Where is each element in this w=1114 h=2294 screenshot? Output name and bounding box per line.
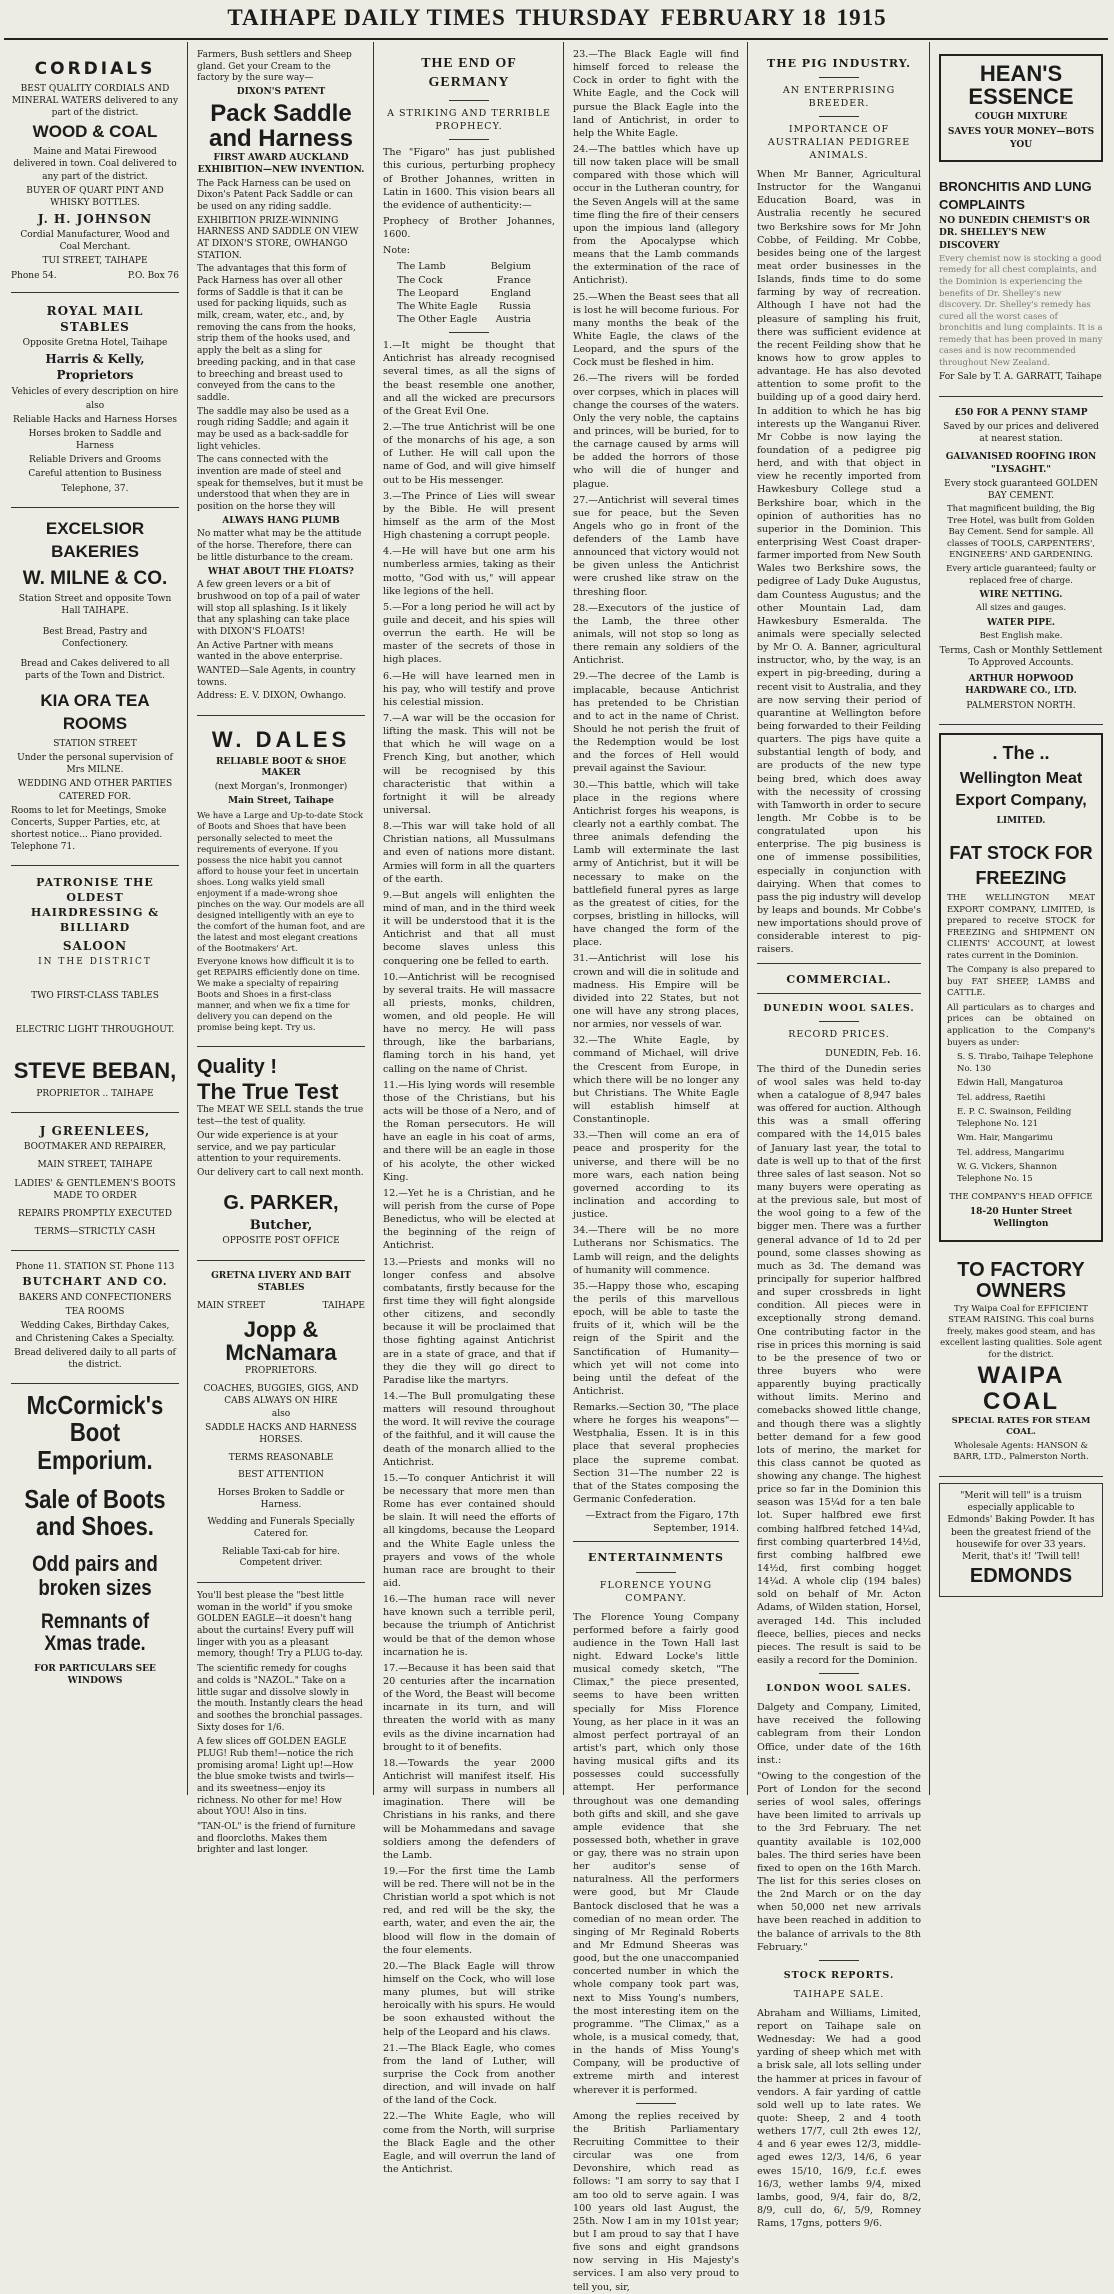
buyer-item: Tel. address, Mangarimu <box>957 1147 1065 1158</box>
greenlees-ad <box>11 1113 179 1251</box>
dixon-paragraph: The advantages that this form of Pack Harness has over all other forms of Saddle is that it can be used for packing liquids, such as milk, cream, water, etc., and, by removing the cans from the hooks, strip them of the hooks used, and apply the belt as a sling for breeding packing, and in that case to breeching and breast used to conveyed from the cans to the saddle. <box>197 264 356 403</box>
jopp-hacks: SADDLE HACKS AND HARNESS HORSES. <box>205 1423 357 1445</box>
buyer-item: E. P. C. Swainson, Feilding Telephone No. 121 <box>957 1107 1072 1129</box>
hair-title: PATRONISE THE OLDEST HAIRDRESSING & BILLIARD <box>30 876 160 934</box>
nazol-ad: The scientific remedy for coughs and colds is "NAZOL." Take on a little sugar and dissolve slowly in the mouth. Instantly clears the head and soothes the bronchial passages. Sixty doses for 1/6. <box>197 1664 363 1733</box>
prophecy-paragraph: 21.—The Black Eagle, who comes from the land of Luther, will surprise the Cock from another direction, and will invade on half of the land of the Cock. <box>383 2042 555 2107</box>
entertainments-subtitle: FLORENCE YOUNG COMPANY. <box>599 1579 713 1604</box>
prophecy-paragraph: 29.—The decree of the Lamb is implacable, because Antichrist has pretended to be Christian and to act in the name of Christ. Should he not perish the fruit of the Redemption would be lost and the forces of Hell would prevail against the Saviour. <box>573 671 739 775</box>
prophecy-paragraph: 22.—The White Eagle, who will come from the North, will surprise the Black Eagle and the other Eagle, and will overrun the land of the Antichrist. <box>383 2111 555 2176</box>
masthead <box>0 0 1114 36</box>
johnson-phone: Phone 54. <box>11 270 57 281</box>
kiaora-street: STATION STREET <box>53 739 137 749</box>
parker-paragraph: Our delivery cart to call next month. <box>197 1167 364 1178</box>
milne-address: Station Street and opposite Town Hall TAIHAPE. <box>18 594 172 617</box>
london-paragraph: "Owing to the congestion of the Port of London for the second series of wool sales, offerings have been limited to arrivals up to the 3rd February. The net quantity available is 102,000 bales. The third series have been fixed to open on the 16th March. The list for this series closes on the 2nd March or on the day when 50,000 net new arrivals have been reached in addition to the balance of arrivals to the 8th February." <box>757 1770 921 1953</box>
jopp-terms: TERMS REASONABLE <box>228 1452 334 1463</box>
water-english: Best English make. <box>979 631 1063 642</box>
stables-line: Vehicles of every description on hire <box>11 386 179 397</box>
bronchitis-text: Every chemist now is stocking a good remedy for all chest complaints, and the Dominion is experiencing the benefits of Dr. Shelley's new discovery. Dr. Shelley's remedy has cured all the worst cases of bronchitis and lung complaints. It is a remedy that has been proved in many cases and is now recommended throughout New Zealand. <box>939 253 1103 368</box>
dales-street: Main Street, Taihape <box>228 795 334 806</box>
parker-trade: Butcher, <box>249 1217 313 1233</box>
hair-light: ELECTRIC LIGHT THROUGHOUT. <box>15 1025 175 1036</box>
golden-eagle-ad: You'll best please the "best little woman in the world" if you smoke GOLDEN EAGLE—it doesn't hang about the curtains! Every puff will linger with you as a pleasant memory, though! Try a PLUG to-day. <box>197 1591 363 1660</box>
smallads <box>197 1583 365 1857</box>
waipa-subtitle: SPECIAL RATES FOR STEAM COAL. <box>951 1415 1091 1438</box>
stables-line: Horses broken to Saddle and Harness <box>28 429 162 452</box>
london-title: LONDON WOOL SALES. <box>766 1683 912 1695</box>
mccormick-ad <box>11 1384 179 1687</box>
prophecy-paragraph: 19.—For the first time the Lamb will be red. There will not be in the Christian world a spot which is not red, and red will be the sky, the earth, water, and even the air, the blood will flow in the domain of the four elements. <box>383 1865 555 1956</box>
column-divider <box>563 42 564 1795</box>
jopp-best: BEST ATTENTION <box>238 1470 324 1481</box>
prophecy-paragraph: 18.—Towards the year 2000 Antichrist will manifest itself. His army will surpass in numbers all imagination. There will be Christians in his ranks, and there will be Mohammedans and savage soldiers among the defenders of the Lamb. <box>383 1757 555 1861</box>
prophecy-paragraph: 20.—The Black Eagle will throw himself on the Cock, who will lose many plumes, but will strike heroically with his spurs. He would be soon exhausted without the help of the Leopard and his claws. <box>383 1960 555 2038</box>
prophecy-paragraph: 34.—There will be no more Lutherans nor Schismatics. The Lamb will reign, and the delights of humanity will commence. <box>573 1225 739 1276</box>
column-1 <box>4 44 186 1792</box>
column-5 <box>750 44 928 2230</box>
nation-key: The Lamb <box>397 261 446 273</box>
nation-value: England <box>490 287 531 299</box>
nation-value: Austria <box>495 314 531 326</box>
column-3 <box>376 44 562 2176</box>
buyer-item: Tel. address, Raetihi <box>957 1092 1046 1103</box>
nation-key: The Other Eagle <box>397 314 478 326</box>
prophecy-paragraph: 27.—Antichrist will several times sue for peace, but the Seven Angels who go in front of the defenders of the Lamb have announced that victory would not be given unless the Antichrist were crushed like straw on the threshing floor. <box>573 494 739 598</box>
bronchitis-subtitle: NO DUNEDIN CHEMIST'S OR DR. SHELLEY'S NEW DISCOVERY <box>939 216 1090 251</box>
milne-name: W. MILNE & CO. <box>22 567 168 589</box>
galvanised-text: Every stock guaranteed GOLDEN BAY CEMENT. <box>944 478 1098 502</box>
column-2 <box>190 44 372 1856</box>
jopp-taxi: Reliable Taxi-cab for hire. Competent driver. <box>222 1546 340 1569</box>
stables-line: Reliable Hacks and Harness Horses <box>13 414 177 425</box>
butchart-cakes: Wedding Cakes, Birthday Cakes, and Christening Cakes a Specialty. <box>15 1321 175 1344</box>
galvanised-title: GALVANISED ROOFING IRON "LYSAGHT." <box>945 452 1097 475</box>
dunedin-title: DUNEDIN WOOL SALES. <box>763 1002 915 1014</box>
dales-paragraph: Everyone knows how difficult it is to get REPAIRS efficiently done on time. We make a specialty of repairing Boots and Shoes in a first-class manner, and when we fix a time for delivery you can depend on the promise being kept. Try us. <box>197 957 360 1034</box>
bronchitis-title: BRONCHITIS AND LUNG COMPLAINTS <box>939 178 1092 212</box>
prophecy-paragraph: 8.—This war will take hold of all Christian nations, all Mussulmans and even of nations more distant. Armies will form in all the quarters of the earth. <box>383 821 555 885</box>
pig-subtitle: AN ENTERPRISING BREEDER. <box>782 85 896 110</box>
prophecy-paragraph: 5.—For a long period he will act by guile and deceit, and his spies will overrun the earth. He will be master of the secrets of those in high places. <box>383 601 555 666</box>
wellington-meat-ad <box>939 733 1103 1242</box>
prophecy-paragraph: 4.—He will have but one arm his numberless armies, taking as their motto, "God with us," will appear like legions of the hell. <box>383 546 555 597</box>
nation-key: The Leopard <box>397 287 459 299</box>
stables-line: also <box>85 400 105 411</box>
prophecy-paragraph: 2.—The true Antichrist will be one of the monarchs of his age, a son of Luther. He will call upon the name of God, and will give himself out to be His messenger. <box>383 422 555 486</box>
johnson-ad <box>11 48 179 293</box>
butchart-name: BUTCHART AND CO. <box>22 1275 168 1289</box>
truetest-title: The True Test <box>197 1079 339 1105</box>
jopp-wedding: Wedding and Funerals Specially Catered for. <box>207 1517 355 1539</box>
fat-stock: FAT STOCK FOR FREEZING <box>949 843 1093 888</box>
prophecy-paragraph: 28.—Executors of the justice of the Lamb, the three other animals, will not stop so long as there remain any soldiers of the Antichrist. <box>573 602 739 667</box>
johnson-street: TUI STREET, TAIHAPE <box>42 256 148 267</box>
bronchitis-ad <box>939 168 1103 397</box>
wire-sizes: All sizes and gauges. <box>975 603 1067 614</box>
greenlees-repairs: REPAIRS PROMPTLY EXECUTED <box>18 1208 172 1219</box>
story-intro: The "Figaro" has just published this curious, perturbing prophecy of Brother Johannes, written in Latin in 1600. This vision bears all the evidence of authenticity:— <box>383 147 555 211</box>
butchart-trade: BAKERS AND CONFECTIONERS <box>18 1293 172 1304</box>
parker-opposite: OPPOSITE POST OFFICE <box>222 1236 340 1247</box>
greenlees-street: MAIN STREET, TAIHAPE <box>37 1160 153 1171</box>
johnson-box: P.O. Box 76 <box>127 270 179 281</box>
pig-title: THE PIG INDUSTRY. <box>767 57 911 70</box>
johnson-trade: Cordial Manufacturer, Wood and Coal Merchant. <box>20 230 170 253</box>
prophecy-remarks: Remarks.—Section 30, "The place where he forges his weapons"—Westphalia, Essen. It is in this place that several prophecies place the supreme combat. Section 31—The number 22 is that of the States composing the Germanic Confederation. <box>573 1402 739 1506</box>
hair-saloon: SALOON <box>62 938 128 953</box>
wood-title: WOOD & COAL <box>32 122 158 142</box>
water-title: WATER PIPE. <box>987 617 1055 628</box>
issue-date: FEBRUARY 18 <box>660 5 827 30</box>
milne-deliver: Bread and Cakes delivered to all parts of the Town and District. <box>20 658 170 681</box>
edmonds-ad <box>939 1483 1103 1597</box>
column-4 <box>566 44 746 2293</box>
dixon-paragraph: WANTED—Sale Agents, in country towns. <box>197 666 356 688</box>
column-divider <box>929 42 930 1795</box>
prophecy-paragraph: 16.—The human race will never have known such a terrible peril, because the triumph of Antichrist would be that of the demon whose incarnation he is. <box>383 1594 555 1658</box>
prophecy-paragraph: 9.—But angels will enlighten the mind of man, and in the third week it will be understood that it is the Antichrist and that all must become slaves unless this conquering one be felled to earth. <box>383 889 555 967</box>
story-subtitle: A STRIKING AND TERRIBLE PROPHECY. <box>387 108 551 133</box>
stamp-title: £50 FOR A PENNY STAMP <box>954 407 1088 418</box>
prophecy-source: —Extract from the Figaro, 17th September, 1914. <box>585 1510 739 1535</box>
butchart-phone: Phone 11. STATION ST. Phone 113 <box>15 1262 175 1273</box>
column-divider <box>747 42 748 1795</box>
stables-phone: Telephone, 37. <box>61 483 129 494</box>
jopp-broken: Horses Broken to Saddle or Harness. <box>217 1487 345 1510</box>
dixon-paragraph: The saddle may also be used as a rough riding Saddle; and again it may be used as a back-saddle for light vehicles. <box>197 406 350 452</box>
mccormick-title: McCormick's Boot Emporium. <box>26 1389 164 1475</box>
jopp-coaches: COACHES, BUGGIES, GIGS, AND CABS ALWAYS ON HIRE <box>203 1384 359 1406</box>
wood-text: Maine and Matai Firewood delivered in town. Coal delivered to any part of the district. <box>13 147 177 182</box>
factory-text: Try Waipa Coal for EFFICIENT STEAM RAISING. This coal burns freely, makes good steam, and has excellent lasting qualities. Sole agent for the district. <box>940 1303 1102 1360</box>
prophecy-paragraph: 31.—Antichrist will lose his crown and will die in solitude and madness. His Empire will be divided into 22 States, but not one will have any strong places, nor armies, nor vessels of war. <box>573 953 739 1031</box>
note-label: Note: <box>383 245 410 257</box>
dunedin-subtitle: RECORD PRICES. <box>788 1028 890 1040</box>
stables-line: Reliable Drivers and Grooms <box>29 455 161 466</box>
hair-district: IN THE DISTRICT <box>38 956 152 967</box>
buyer-item: S. S. Tirabo, Taihape Telephone No. 130 <box>957 1052 1094 1074</box>
pig-subtitle-2: IMPORTANCE OF AUSTRALIAN PEDIGREE ANIMALS. <box>767 124 911 162</box>
jopp-title: Jopp & McNamara <box>225 1317 337 1366</box>
paper-name: TAIHAPE DAILY TIMES <box>227 5 506 30</box>
office-address: 18-20 Hunter Street Wellington <box>969 1207 1073 1230</box>
buyer-item: Wm. Hair, Mangarimu <box>957 1133 1054 1144</box>
galvanised-paragraph: That magnificent building, the Big Tree Hotel, was built from Golden Bay Cement. Send for sample. All classes of TOOLS, CARPENTERS', ENGINEERS' AND GARDENING. <box>946 504 1096 561</box>
jopp-proprietors: PROPRIETORS. <box>244 1366 318 1377</box>
prophecy-paragraph: 17.—Because it has been said that 20 centuries after the incarnation of the Word, the Beast will become incarnate in its turn, and will threaten the world with as many evils as the divine incarnation had brought to it of benefits. <box>383 1662 555 1753</box>
stables-line: Careful attention to Business <box>28 469 162 480</box>
nation-value: Russia <box>498 300 531 312</box>
odd-title: Odd pairs and broken sizes <box>32 1551 158 1600</box>
prophecy-paragraph: 24.—The battles which have up till now taken place will be small compared with those which will occur in the Lutheran country, for the Seven Angels will at the same time fling the fire of their censers upon the impious land (allegory from the Apocalypse which means that the Lamb commands the extermination of the race of Antichrist). <box>573 143 739 287</box>
nation-value: France <box>496 274 531 286</box>
prophecy-paragraph: 23.—The Black Eagle will find himself forced to release the Cock in order to fight with the White Eagle, and the Cock will pursue the Black Eagle into the land of Antichrist, in order to help the White Eagle. <box>573 49 739 139</box>
nation-list <box>383 260 555 326</box>
dales-name: W. DALES <box>211 727 351 753</box>
greenlees-terms: TERMS—STRICTLY CASH <box>34 1226 156 1237</box>
prophecy-paragraph: 3.—The Prince of Lies will swear by the Bible. He will present himself as the arm of the Most High chastening a corrupt people. <box>383 490 555 542</box>
meat-limited: LIMITED. <box>996 815 1046 826</box>
windows-text: FOR PARTICULARS SEE WINDOWS <box>34 1663 156 1686</box>
dixon-top: Farmers, Bush settlers and Sheep gland. Get your Cream to the factory by the sure way— <box>197 50 352 84</box>
dixon-paragraph: EXHIBITION PRIZE-WINNING HARNESS AND SADDLE ON VIEW AT DIXON'S STORE, OWHANGO STATION. <box>197 215 359 261</box>
milne-best: Best Bread, Pastry and Confectionery. <box>42 626 148 649</box>
tanol-ad: "TAN-OL" is the friend of furniture and floorcloths. Makes them brighter and last longer. <box>197 1822 356 1856</box>
stock-subtitle: TAIHAPE SALE. <box>793 1988 885 2000</box>
dixon-paragraph: An Active Partner with means wanted in the above enterprise. <box>197 640 343 663</box>
dixon-title: Pack Saddle and Harness <box>208 99 354 152</box>
kiaora-rooms: Rooms to let for Meetings, Smoke Concerts, Supper Parties, etc, at shortest notice... Piano provided. Telephone 71. <box>11 805 167 853</box>
kiaora-supervision: Under the personal supervision of Mrs MILNE. <box>17 753 173 776</box>
prophecy-paragraph: 14.—The Bull promulgating these matters will resound throughout the word. It will revive the courage of the faithful, and it will cause the death of the monarch allied to the Antichrist. <box>383 1391 555 1468</box>
commercial-title: COMMERCIAL. <box>786 972 892 986</box>
dales-ad <box>197 716 365 1047</box>
golden-eagle-ad-2: A few slices off GOLDEN EAGLE PLUG! Rub them!—notice the rich promising aroma! Light up!—How the blue smoke twists and twirls—and its sweetness—enjoy its richness. No other for me! How about YOU! Also in tins. <box>197 1737 355 1818</box>
dixon-plumb: ALWAYS HANG PLUMB <box>222 515 340 526</box>
prophecy-paragraph: 6.—He will have learned men in his pay, who will testify and prove his celestial mission. <box>383 670 555 708</box>
prophecy-paragraph: 15.—To conquer Antichrist it will be necessary that more men than Rome has ever contained should be slain. It will need the efforts of all kingdoms, because the Leopard and the White Eagle unless the prayers and vows of the whole human race are brought to their aid. <box>383 1472 555 1589</box>
meat-name: Wellington Meat Export Company, <box>955 770 1087 810</box>
johnson-name: J. H. JOHNSON <box>37 212 153 226</box>
nation-key: The Cock <box>397 274 443 286</box>
dixon-patent: DIXON'S PATENT <box>236 87 326 98</box>
prophecy-paragraph: 30.—This battle, which will take place in the regions where Antichrist forges his weapons, is clearly not a earthly combat. The three animals defending the Lamb will exterminate the last army of Antichrist, but it will be necessary to make on the battlefield funeral pyres as large as the greatest of cities, for the corpses, bristling in hillocks, will have changed the form of the place. <box>573 779 739 949</box>
nation-row <box>397 274 555 287</box>
stables-title: ROYAL MAIL STABLES <box>46 303 144 334</box>
excelsior-bakeries-ad <box>11 508 179 867</box>
stables-proprietors: Harris & Kelly, Proprietors <box>45 352 145 383</box>
nation-key: The White Eagle <box>397 300 478 312</box>
parker-ad <box>197 1047 365 1261</box>
hair-tables: TWO FIRST-CLASS TABLES <box>31 990 159 1001</box>
nation-row <box>397 260 555 273</box>
gretna-town: TAIHAPE <box>322 1300 365 1311</box>
dixon-paragraph: A few green levers or a bit of brushwood on top of a pail of water will stop all splashing. Is it likely that any splashing can take place with DIXON'S FLOATS! <box>197 580 360 637</box>
galvanised-guarantee: Every article guaranteed; faulty or replaced free of charge. <box>946 564 1096 586</box>
buyer-list <box>947 1052 1095 1185</box>
heans-tagline: SAVES YOUR MONEY—BOTS YOU <box>947 127 1095 150</box>
prophecy-paragraph: 11.—His lying words will resemble those of the Christians, but his acts will be those of a Nero, and of the Roman persecutors. He will have an eagle in his coat of arms, and there will be an eagle in those of his acolyte, the other wicked King. <box>383 1079 555 1183</box>
meat-paragraph: The Company is also prepared to buy FAT SHEEP, LAMBS and CATTLE. <box>947 965 1095 999</box>
meat-paragraph: THE WELLINGTON MEAT EXPORT COMPANY, LIMITED, is prepared to receive STOCK for FREEZING and SHIPMENT ON CLIENTS' ACCOUNT, at lowest rates current in the Dominion. <box>947 892 1095 961</box>
recruiting-paragraph: Among the replies received by the British Parliamentary Recruiting Committee to their circular was one from Devonshire, which read as follows: "I am sorry to say that I am too old to serve again. I was 100 years old last August, the 25th. Now I am in my 101st year; but I am proud to say that I have five sons and eight grandsons now serving in His Majesty's services. I am also very proud to tell you, sir, <box>573 2110 739 2293</box>
column-divider <box>187 42 188 1795</box>
gretna-stables-ad <box>197 1261 365 1583</box>
gretna-title: GRETNA LIVERY AND BAIT STABLES <box>211 1271 351 1293</box>
dixon-paragraph: The Pack Harness can be used on Dixon's Patent Pack Saddle or can be used on any riding saddle. <box>197 178 353 212</box>
entertainments-paragraph: The Florence Young Company performed before a fairly good audience in the Town Hall last night. Edward Locke's little musical comedy sketch, "The Climax," the piece presented, seems to have been written specially for Miss Florence Young, as her place in it was an almost perfect portrayal of an artist's part, which only those having musical gifts and its possesses could successfully attempt. Her performance throughout was one demanding both gifts and skill, and she gave ample evidence that she possessed both, whether in grave or gay, there was no strain upon her auditor's sense of naturalness. All the performers were good, but Mr Claude Bantock disclosed that he was a comedian of no mean order. The singing of Mr Reginald Roberts and Mr Edmund Sheeras was good, but the one unaccompanied concerted number in which the whole company took part was, next to Miss Young's numbers, the most interesting item on the programme. "The Climax," as a whole, is a musical comedy, that, in the hands of Miss Young's Company, will be productive of extreme mirth and interest wherever it is performed. <box>573 1611 739 2096</box>
day-name: THURSDAY <box>515 5 651 30</box>
prophecy-paragraph: 35.—Happy those who, escaping the perils of this marvellous epoch, will be able to taste the fruits of it, which will be the reign of the Spirit and the Sanctification of Humanity—which yet will not come into being until the defeat of the Antichrist. <box>573 1280 739 1397</box>
dixon-address: Address: E. V. DIXON, Owhango. <box>197 691 347 702</box>
factory-title: TO FACTORY OWNERS <box>957 1258 1085 1302</box>
dixon-paragraph: No matter what may be the attitude of the horse. Therefore, there can be little disturbance to the cream. <box>197 529 362 563</box>
parker-paragraph: Our wide experience is at your service, and we pay particular attention to your requirements. <box>197 1130 342 1165</box>
prophecy-paragraph: 13.—Priests and monks will no longer confess and absolve combatants, firstly because for the first time they will fight alongside other citizens, and secondly because it will be proclaimed that those fighting against Antichrist are in a state of grace, and that if they die they will go direct to Paradise like the martyrs. <box>383 1256 555 1386</box>
terms-text: Terms, Cash or Monthly Settlement To Approved Accounts. <box>939 645 1103 668</box>
bakeries-title: EXCELSIOR BAKERIES <box>45 518 145 561</box>
column-divider <box>373 42 374 1795</box>
prophecy-paragraph: 33.—Then will come an era of peace and prosperity for the universe, and there will be no more wars, each nation being governed according to its inclination and according to justice. <box>573 1130 739 1221</box>
waipa-title: WAIPA COAL <box>977 1362 1065 1415</box>
cordials-title: CORDIALS <box>34 59 156 79</box>
edmonds-brand: EDMONDS <box>969 1565 1073 1588</box>
jopp-also: also <box>271 1409 291 1420</box>
dixon-award: FIRST AWARD AUCKLAND EXHIBITION—NEW INVENTION. <box>197 153 365 175</box>
wire-title: WIRE NETTING. <box>979 590 1063 601</box>
heans-subtitle: COUGH MIXTURE <box>974 112 1068 123</box>
dixon-ad <box>197 50 365 716</box>
edmonds-quote: "Merit will tell" is a truism especially applicable to Edmonds' Baking Powder. It has been the greatest friend of the housewife for over 33 years. Merit, that's it! 'Twill tell! <box>947 1490 1095 1563</box>
meat-paragraph: All particulars as to charges and prices can be obtained on application to the Company's buyers as under: <box>947 1002 1095 1048</box>
heans-essence-ad <box>939 54 1103 162</box>
dixon-floats: WHAT ABOUT THE FLOATS? <box>208 566 354 577</box>
pig-paragraph: When Mr Banner, Agricultural Instructor for the Wanganui Education Board, was in Australia recently he secured two Berkshire sows for Mr John Cobbe, of Feilding. Mr Cobbe, besides being one of the largest meat order businesses in the Islands, finds time to do some farming by way of recreation. Although I have not had the pleasure of sampling his fruit, there was sufficient evidence at the recent Feilding show that he knows how to grow apples to advantage. He has also devoted attention to some profit to the building up of a good dairy herd. In addition to which he has big interests up the Wanganui River. Mr Cobbe is now laying the foundation of a pedigree pig herd, and with that object in view he recently imported from Hawkesbury College stud a Berkshire boar, which in the opinion of authorities has no superior in the Dominion. This enterprising West Coast draper-farmer imported from New South Wales two Berkshire sows, the pedigree of Lady Duke Augustus, dam Countess Augustus; and the other Mountain Lad, dam Hawkesbury Esmeralda. The animals were specially selected by Mr O. A. Banner, agricultural instructor, who, by the way, is an expert in pig-breeding, during a recent visit to Australia, and they are now serving their period of quarantine at Wellington before being forwarded to their Feilding quarters. The pigs have quite a substantial length of body, and are products of the new type being bred, which does away with the necessity of crossing with Tamworth in order to secure length. Mr Cobbe is to be congratulated upon his enterprise. The pig business is one of immense possibilities, especially in conjunction with dairying. When that comes to pass the pig industry will develop by leaps and bounds. Mr Cobbe's new importations should prove of considerable interest to pig-raisers. <box>757 169 921 956</box>
parker-name: G. PARKER, <box>223 1191 339 1214</box>
prophecy-paragraph: 7.—A war will be the occasion for lifting the mask. This will not be that which he will wage on a French King, but another, which will be recognised by this characteristic that within a fortnight it will be already universal. <box>383 712 555 816</box>
nation-row <box>397 287 555 300</box>
meat-the: . The .. <box>992 742 1050 763</box>
butchart-deliver: Bread delivered daily to all parts of the district. <box>14 1347 176 1370</box>
dunedin-dateline: DUNEDIN, Feb. 16. <box>825 1047 921 1059</box>
prophecy-paragraph: 12.—Yet he is a Christian, and he will perish from the curse of Pope Benedictus, who will be elected at the beginning of the reign of Antichrist. <box>383 1187 555 1252</box>
nation-row <box>397 313 555 326</box>
beban-name: STEVE BEBAN, <box>13 1058 177 1084</box>
masthead-rule <box>4 38 1108 40</box>
story-title: THE END OF GERMANY <box>421 56 517 91</box>
greenlees-ladies: LADIES' & GENTLEMEN'S BOOTS MADE TO ORDER <box>14 1178 176 1201</box>
buyer-text: BUYER OF QUART PINT AND WHISKY BOTTLES. <box>26 185 164 208</box>
prophecy-of: Prophecy of Brother Johannes, 1600. <box>383 216 555 241</box>
column-6 <box>932 44 1110 1792</box>
dales-trade: RELIABLE BOOT & SHOE MAKER <box>215 756 347 779</box>
issue-year: 1915 <box>836 5 887 30</box>
gretna-street: MAIN STREET <box>197 1300 266 1311</box>
dales-paragraph: We have a Large and Up-to-date Stock of Boots and Shoes that have been personally selected to meet the requirements of everyone. If you possess the nice habit you cannot afford to house your feet in uncertain shoes. Long walks yield small enjoyment if a made-wrong shoe pinches on the way. Our models are all designed intelligently with an eye to the comfort of the human foot, and are the latest and most elegant creations of the Bootmakers' Art. <box>197 811 365 954</box>
prophecy-paragraph: 32.—The White Eagle, by command of Michael, will drive the Crescent from Europe, in which there will be no longer any but Christians. The White Eagle will establish himself at Constantinople. <box>573 1035 739 1126</box>
dales-next: (next Morgan's, Ironmonger) <box>214 782 348 793</box>
prophecy-paragraph: 26.—The rivers will be forded over corpses, which in places will change the courses of the waters. Only the very noble, the captains and princes, will be buried, for to the carnage caused by arms will be added the horrors of those who will die of hunger and plague. <box>573 373 739 490</box>
greenlees-name: J GREENLEES, <box>39 1124 151 1139</box>
kiaora-wedding: WEDDING AND OTHER PARTIES CATERED FOR. <box>17 779 173 802</box>
dunedin-paragraph: The third of the Dunedin series of wool sales was held to-day when a catalogue of 8,947 bales was offered for auction. Although this was a small offering compared with the 14,015 bales of January last year, the total to date is well up to that of the first three sales of last season. Not so many buyers were operating as at the previous sale, but most of the wool going to a few of the bigger men. There was a further general advance of 1d to 2d per pound, some classes showing as much as 3d. The demand was principally for superior halfbred and super crossbreds in light condition. All pieces were in exceptionally strong demand. One contributing factor in the rise in prices this morning is said to be the presence of two or three buyers who were apparently buying practically without limits. Merino and comebacks showed little change, and though there was a slightly better demand for a few good lots of merino, the market for this class cannot be quoted as showing any change. The highest price so far in the Dominion this season was 15¼d for a ten bale lot. Super halfbred ewe first combing halfbred fetched 14¼d, first combing quarterbred 14½d, first combing halfbred ewe 14½d, first combing hogget 14¼d. A whole clip (194 bales) sold on behalf of Mr. Acton Adams, of Wilden station, Horsel, averaged 14d. This included fleece, bellies, pieces and necks pieces. The result is said to be easily a record for the Dominion. <box>757 1063 921 1667</box>
butchart-tea: TEA ROOMS <box>65 1307 125 1318</box>
hopwood-name: ARTHUR HOPWOOD HARDWARE CO., LTD. <box>965 674 1077 697</box>
kiaora-title: KIA ORA TEA ROOMS <box>40 691 150 734</box>
parker-paragraph: The MEAT WE SELL stands the true test—the test of quality. <box>197 1105 364 1128</box>
prophecy-paragraph: 1.—It might be thought that Antichrist has already recognised several times, as all the signs of the beast resemble one another, and all the wicked are precursors of the Great Evil One. <box>383 340 555 417</box>
stock-title: STOCK REPORTS. <box>783 1969 895 1981</box>
buyer-item: W. G. Vickers, Shannon Telephone No. 15 <box>957 1162 1057 1185</box>
bronchitis-seller: For Sale by T. A. GARRATT, Taihape <box>939 372 1102 383</box>
prophecy-paragraph: 10.—Antichrist will be recognised by several traits. He will massacre all priests, monks, children, women, and old people. He will have no mercy. He will pass through, like the barbarians, flaming torch in his hand, yet calling on the name of Christ. <box>383 971 555 1075</box>
royal-mail-stables-ad <box>11 293 179 508</box>
beban-proprietor: PROPRIETOR .. TAIHAPE <box>36 1088 154 1099</box>
nation-value: Belgium <box>490 261 531 273</box>
waipa-agents: Wholesale Agents: HANSON & BARR, LTD., Palmerston North. <box>953 1440 1089 1463</box>
prophecy-paragraph: 25.—When the Beast sees that all is lost he will become furious. For many months the beak of the White Eagle, the claws of the Leopard, and the spurs of the Cock must be fleshed in him. <box>573 291 739 369</box>
buyer-item: Edwin Hall, Mangaturoa <box>957 1078 1064 1089</box>
nation-row <box>397 300 555 313</box>
entertainments-title: ENTERTAINMENTS <box>587 1551 725 1565</box>
remnants-title: Remnants of Xmas trade. <box>40 1609 150 1655</box>
stables-opposite: Opposite Gretna Hotel, Taihape <box>22 338 168 349</box>
london-paragraph: Dalgety and Company, Limited, have received the following cablegram from their London Office, under date of the 16th inst.: <box>757 1702 921 1766</box>
butchart-ad <box>11 1251 179 1384</box>
quality-title: Quality ! <box>197 1056 278 1079</box>
hopwood-ad <box>939 397 1103 725</box>
cordials-text: BEST QUALITY CORDIALS AND MINERAL WATERS delivered to any part of the district. <box>11 83 179 119</box>
office-title: THE COMPANY'S HEAD OFFICE <box>949 1191 1093 1202</box>
stamp-text: Saved by our prices and delivered at nearest station. <box>943 421 1099 445</box>
heans-title: HEAN'S ESSENCE <box>968 61 1074 110</box>
stock-paragraph: Abraham and Williams, Limited, report on Taihape sale on Wednesday: We had a good yarding of sheep which met with a brisk sale, all lots selling under the hammer at prices in favour of vendors. A fair yarding of cattle sold well up to late rates. We quote: Sheep, 2 and 4 tooth wethers 17/7, cull 2th ewes 12/, 4 and 6 year ewes 12/3, middle-aged ewes 12/3, 14/6, 6 year ewes 15/10, 16/9, f.c.f. ewes 16/3, wether lambs 9/4, mixed lambs, good, 9/4, fair do, 8/2, 8/9, cull do, 6/, 5/9, Romney Rams, 17gns, potters 9/6. <box>757 2007 921 2230</box>
sale-title: Sale of Boots and Shoes. <box>24 1483 166 1542</box>
waipa-coal-ad <box>939 1250 1103 1477</box>
hairdressing-ad <box>11 866 179 1113</box>
greenlees-trade: BOOTMAKER AND REPAIRER, <box>23 1142 167 1153</box>
dixon-paragraph: The cans connected with the invention are made of steel and speak for themselves, but it must be understood that when they are in position on the horse they will <box>197 455 364 513</box>
hopwood-town: PALMERSTON NORTH. <box>966 700 1076 711</box>
